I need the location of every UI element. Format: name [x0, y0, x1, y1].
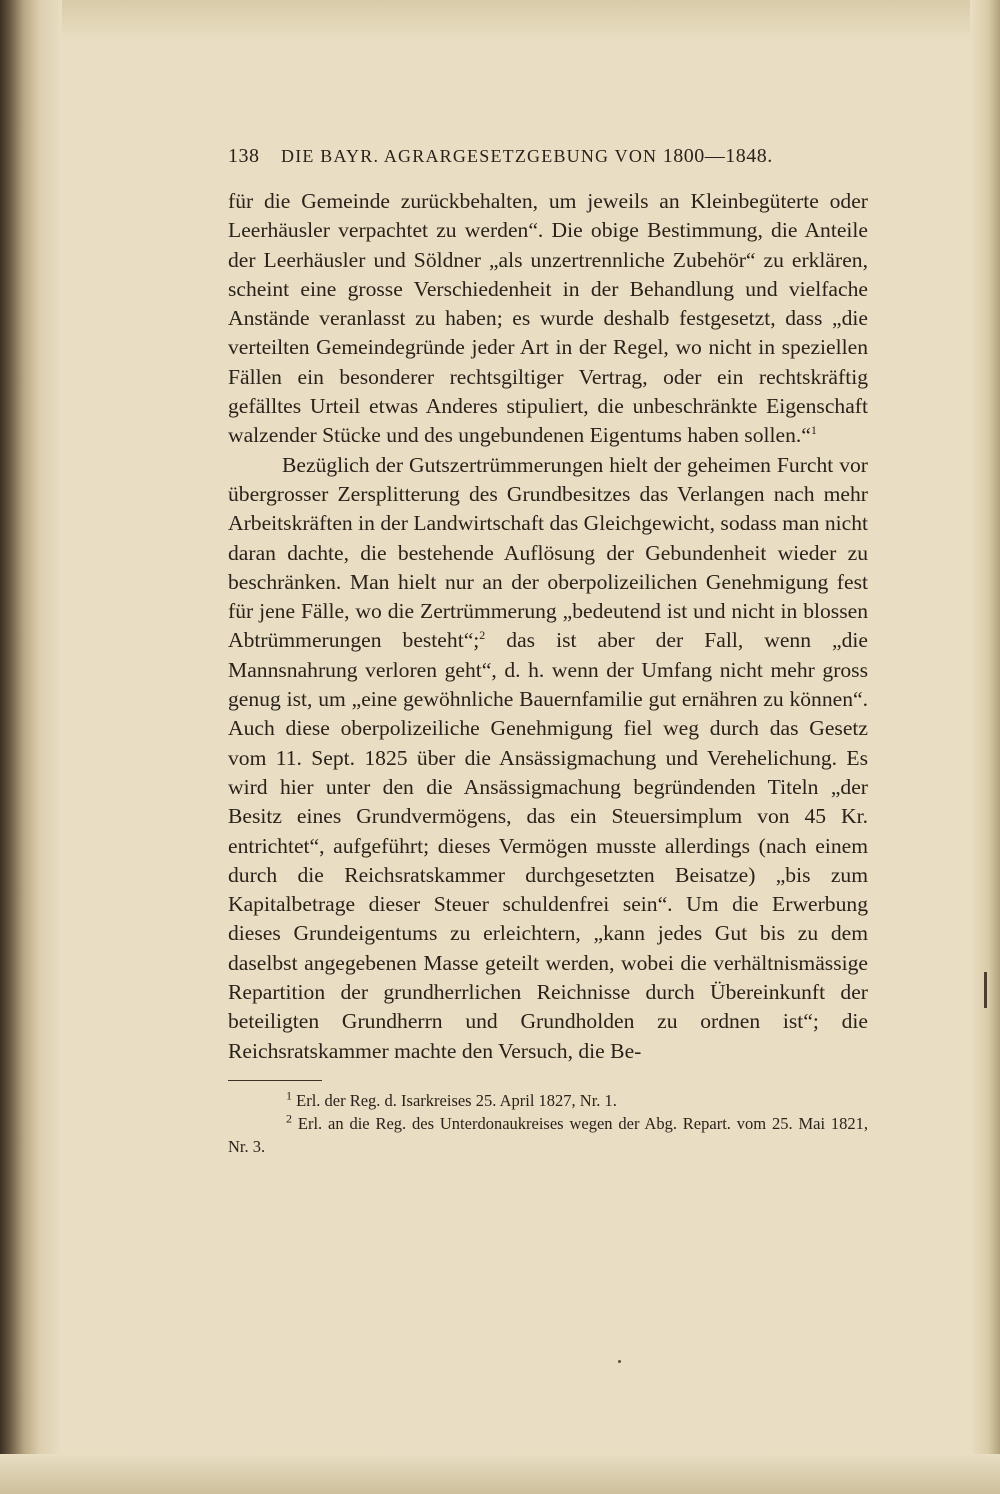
- paragraph-1-text: für die Gemeinde zurückbehalten, um jeweils an Kleinbegüterte oder Leerhäusler verpachtet zu werden“. Die obige Bestimmung, die Anteile der Leerhäusler und Söldner „als unzertrennliche Zubehör“ zu erklären, scheint eine grosse Verschiedenheit in der Behandlung und vielfache Anstände veranlasst zu haben; es wurde deshalb festgesetzt, dass „die verteilten Gemeindegründe jeder Art in der Regel, wo nicht in speziellen Fällen ein besonderer rechtsgiltiger Vertrag, oder ein rechtskräftig gefälltes Urteil etwas Anderes stipuliert, die unbeschränkte Eigenschaft walzender Stücke und des ungebundenen Eigentums haben sollen.“: [228, 189, 868, 448]
- footnotes: [228, 1089, 868, 1158]
- paragraph-1: [228, 187, 868, 451]
- footnote-1-mark: 1: [286, 1088, 292, 1103]
- footnote-divider: [228, 1080, 322, 1081]
- running-head-years: 1800—1848.: [662, 145, 773, 167]
- footnote-2-text: Erl. an die Reg. des Unterdonaukreises wegen der Abg. Repart. vom 25. Mai 1821, Nr. 3.: [228, 1113, 869, 1156]
- paragraph-2-text-a: Bezüglich der Gutszertrümmerungen hielt der geheimen Furcht vor übergrosser Zersplitterung des Grundbesitzes das Verlangen nach mehr Arbeitskräften in der Landwirtschaft das Gleichgewicht, sodass man nicht daran dachte, die bestehende Auflösung der Gebundenheit wieder zu beschränken. Man hielt nur an der oberpolizeilichen Genehmigung fest für jene Fälle, wo die Zertrümmerung „bedeutend ist und nicht in blossen Abtrümmerungen besteht“;: [228, 452, 868, 653]
- running-head: [228, 141, 868, 171]
- footnote-ref-2: 2: [479, 628, 486, 643]
- page-bottom-edge: [0, 1454, 1000, 1494]
- page-text-block: [228, 141, 868, 1158]
- page-right-edge: [970, 0, 1000, 1494]
- footnote-2-mark: 2: [286, 1111, 292, 1126]
- paragraph-2: [228, 451, 868, 1066]
- margin-mark: [984, 972, 987, 1008]
- paragraph-2-text-b: das ist aber der Fall, wenn „die Mannsnahrung verloren geht“, d. h. wenn der Umfang nicht mehr gross genug ist, um „eine gewöhnliche Bauernfamilie gut ernähren zu können“. Auch diese oberpolizeiliche Genehmigung fiel weg durch das Gesetz vom 11. Sept. 1825 über die Ansässigmachung und Verehelichung. Es wird hier unter den die Ansässigmachung begründenden Titeln „der Besitz eines Grundvermögens, das ein Steuersimplum von 45 Kr. entrichtet“, aufgeführt; dieses Vermögen musste allerdings (nach einem durch die Reichsratskammer durchgesetzten Beisatze) „bis zum Kapitalbetrage dieser Steuer schuldenfrei sein“. Um die Erwerbung dieses Grundeigentums zu erleichtern, „kann jedes Gut bis zu dem daselbst angegebenen Masse geteilt werden, wobei die verhältnismässige Repartition der grundherrlichen Reichnisse durch Übereinkunft der beteiligten Grundherrn und Grundholden zu ordnen ist“; die Reichsratskammer machte den Versuch, die Be-: [228, 628, 868, 1063]
- footnote-ref-1: 1: [810, 423, 817, 438]
- footnote-1-text: Erl. der Reg. d. Isarkreises 25. April 1827, Nr. 1.: [296, 1090, 617, 1110]
- footnote-1: [228, 1089, 868, 1112]
- page-top-edge: [0, 0, 1000, 40]
- running-head-title: DIE BAYR. AGRARGESETZGEBUNG VON: [281, 146, 658, 166]
- page-number: 138: [228, 145, 260, 167]
- body-text: [228, 187, 868, 1066]
- print-speck: [618, 1360, 621, 1363]
- footnote-2: [228, 1112, 868, 1158]
- book-spine-shadow: [0, 0, 62, 1494]
